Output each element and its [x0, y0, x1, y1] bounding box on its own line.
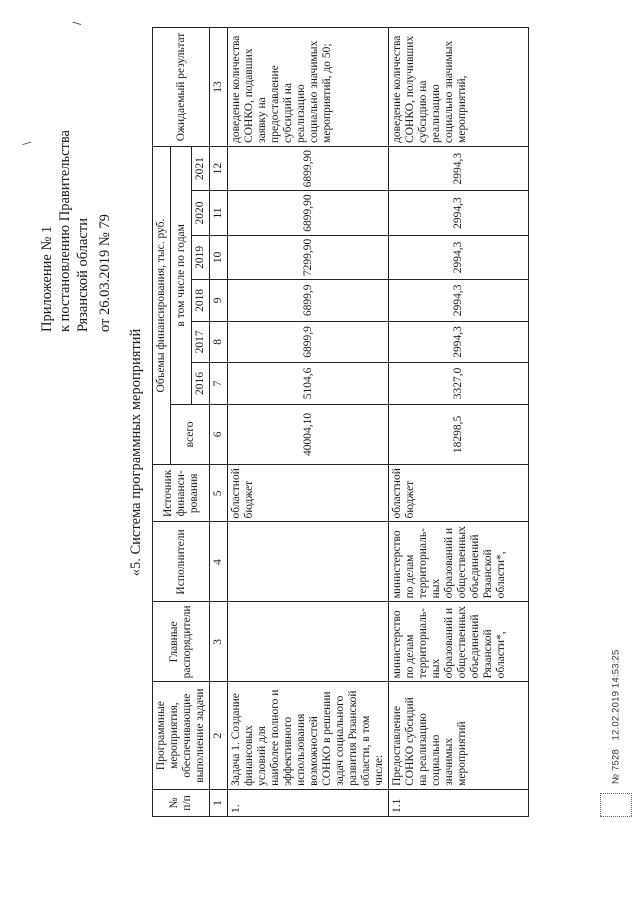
row-executor: [228, 522, 389, 602]
row-measure: Задача 1. Создание финансовых условий для наиболее полного и эффективного использования возможностей СОНКО в решении задач социального развития Рязанской области, в том числе:: [228, 682, 389, 790]
col-header-funding: Объемы финансирования, тыс. руб.: [153, 146, 171, 464]
row-measure: Предоставление СОНКО субсидий на реализацию социально значимых мероприятий: [389, 682, 529, 790]
row-result: доведение количества СОНКО, получивших субсидию на реализацию социально значимых мероприятий,: [389, 28, 529, 147]
column-number: 5: [210, 465, 228, 522]
column-number: 10: [210, 235, 228, 279]
col-header-year: 2017: [192, 321, 210, 363]
col-header-source: Источник финанси-рования: [153, 465, 210, 522]
row-year-2016: 5104,6: [228, 363, 389, 405]
col-header-total: всего: [171, 404, 210, 464]
stamp-logo-icon: [600, 793, 632, 817]
column-number: 12: [210, 146, 228, 190]
appendix-date-number: от 26.03.2019 № 79: [97, 214, 113, 332]
column-number: 8: [210, 321, 228, 363]
column-number: 4: [210, 522, 228, 602]
row-year-2016: 3327,0: [389, 363, 529, 405]
row-manager: [228, 602, 389, 682]
col-header-year: 2021: [192, 146, 210, 190]
row-year-2017: 6899,9: [228, 321, 389, 363]
row-year-2019: 7299,90: [228, 235, 389, 279]
row-num: 1.1: [389, 789, 529, 816]
appendix-label: Приложение № 1: [39, 225, 55, 332]
row-year-2018: 2994,3: [389, 280, 529, 322]
stamp-number: № 7528: [610, 748, 622, 785]
row-total: 40004,10: [228, 404, 389, 464]
appendix-decree: к постановлению Правительства: [57, 130, 73, 332]
column-number: 13: [210, 28, 228, 147]
appendix-region: Рязанской области: [75, 218, 91, 332]
column-number: 9: [210, 280, 228, 322]
column-number: 2: [210, 682, 228, 790]
row-year-2020: 6899,90: [228, 191, 389, 235]
stamp-datetime: 12.02.2019 14:53:25: [610, 649, 622, 741]
column-number: 1: [210, 789, 228, 816]
table-row: [228, 28, 389, 817]
registration-stamp: [600, 649, 632, 817]
column-number: 3: [210, 602, 228, 682]
column-number: 7: [210, 363, 228, 405]
column-number-row: [210, 28, 228, 817]
table-row: [389, 28, 529, 817]
col-header-year: 2020: [192, 191, 210, 235]
row-executor: министерство по делам территориаль-ных образований и общественных объединений Рязанской области*,: [389, 522, 529, 602]
col-header-executors: Исполнители: [153, 522, 210, 602]
col-header-year: 2018: [192, 280, 210, 322]
section-title: «5. Система программных мероприятий: [128, 328, 144, 577]
appendix-header: [38, 130, 114, 332]
row-source: областной бюджет: [228, 465, 389, 522]
row-year-2019: 2994,3: [389, 235, 529, 279]
row-year-2018: 6899,9: [228, 280, 389, 322]
col-header-managers: Главные распорядители: [153, 602, 210, 682]
row-year-2021: 6899,90: [228, 146, 389, 190]
row-total: 18298,5: [389, 404, 529, 464]
row-year-2021: 2994,3: [389, 146, 529, 190]
row-result: доведение количества СОНКО, подавших заявку на предоставление субсидий на реализацию социально значимых мероприятий, до 50;: [228, 28, 389, 147]
scan-tick-mark: \: [20, 141, 34, 145]
column-number: 11: [210, 191, 228, 235]
col-header-year: 2016: [192, 363, 210, 405]
row-year-2017: 2994,3: [389, 321, 529, 363]
row-source: областной бюджет: [389, 465, 529, 522]
col-header-result: Ожидаемый результат: [153, 28, 210, 147]
col-header-num: № п/п: [153, 789, 210, 816]
row-num: 1.: [228, 789, 389, 816]
col-header-measures: Программные мероприятия, обеспечивающие выполнение задачи: [153, 682, 210, 790]
row-year-2020: 2994,3: [389, 191, 529, 235]
scan-tick-mark: /: [70, 21, 84, 25]
column-number: 6: [210, 404, 228, 464]
program-measures-table: [152, 27, 529, 817]
col-header-by-year: в том числе по годам: [171, 146, 192, 404]
row-manager: министерство по делам территориаль-ных образований и общественных объединений Рязанской области*,: [389, 602, 529, 682]
col-header-year: 2019: [192, 235, 210, 279]
